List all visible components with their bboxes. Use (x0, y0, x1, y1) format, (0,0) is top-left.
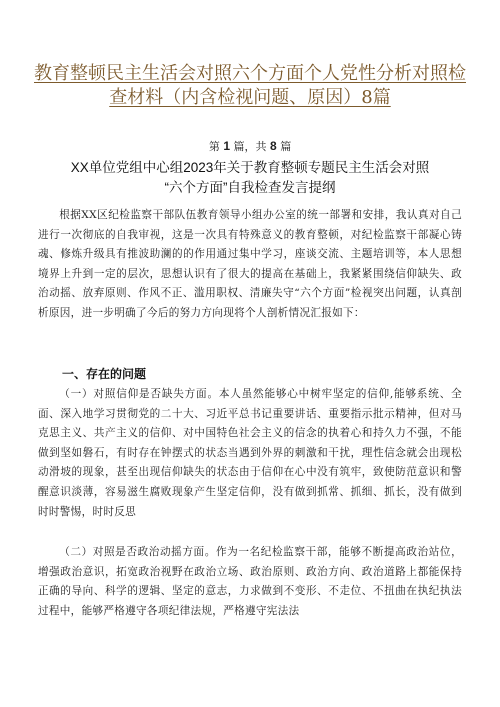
article-title-line2: “六个方面”自我检查发言提纲 (164, 180, 336, 195)
article-title (40, 158, 460, 198)
document-main-title[interactable]: 教育整顿民主生活会对照六个方面个人党性分析对照检查材料（内含检视问题、原因）8篇 (34, 63, 466, 108)
page-counter-total: 8 (270, 139, 277, 153)
page-counter (0, 138, 500, 154)
page-counter-current: 1 (223, 139, 230, 153)
intro-paragraph: 根据XX区纪检监察干部队伍教育领导小组办公室的统一部署和安排，我认真对自己进行一次彻底的自我审视，这是一次具有特殊意义的教育整顿，对纪检监察干部凝心铸魂、修炼升级具有推波助澜的的作用通过集中学习，座谈交流、主题培训等，本人思想境界上升到一定的层次，思想认识有了很大的提高在基础上，我紧紧围绕信仰缺失、政治动摇、放弃原则、作风不正、滥用职权、清廉失守“六个方面”检视突出问题，认真剖析原因，进一步明确了今后的努力方向现将个人剖析情况汇报如下： (38, 209, 462, 319)
page-counter-middle: 篇，共 (233, 140, 267, 153)
article-title-line1: XX单位党组中心组2023年关于教育整顿专题民主生活会对照 (70, 160, 430, 175)
section-heading: 一、存在的问题 (62, 367, 147, 381)
page-counter-suffix: 篇 (280, 140, 292, 153)
paragraph-politics: （二）对照是否政治动摇方面。作为一名纪检监察干部，能够不断提高政治站位，增强政治意识，拓宽政治视野在政治立场、政治原则、政治方向、政治道路上都能保持正确的导向、科学的逻辑、坚定的意志，力求做到不变形、不走位、不扭曲在执纪执法过程中，能够严格遵守各项纪律法规，严格遵守宪法法 (38, 546, 462, 617)
page-counter-prefix: 第 (208, 140, 220, 153)
paragraph-faith: （一）对照信仰是否缺失方面。本人虽然能够心中树牢坚定的信仰,能够系统、全面、深入地学习贯彻党的二十大、习近平总书记重要讲话、重要指示批示精神，但对马克思主义、共产主义的信仰、对中国特色社会主义的信念的执着心和持久力不强，不能做到坚如磐石，有时存在钟摆式的状态当遇到外界的刺激和干扰，理性信念就会出现松动滑坡的现象，甚至出现信仰缺失的状态由于信仰在心中没有筑牢，致使防范意识和警醒意识淡薄，容易滋生腐败现象产生坚定信仰，没有做到抓常、抓细、抓长，没有做到时时警惕，时时反思 (38, 388, 462, 518)
